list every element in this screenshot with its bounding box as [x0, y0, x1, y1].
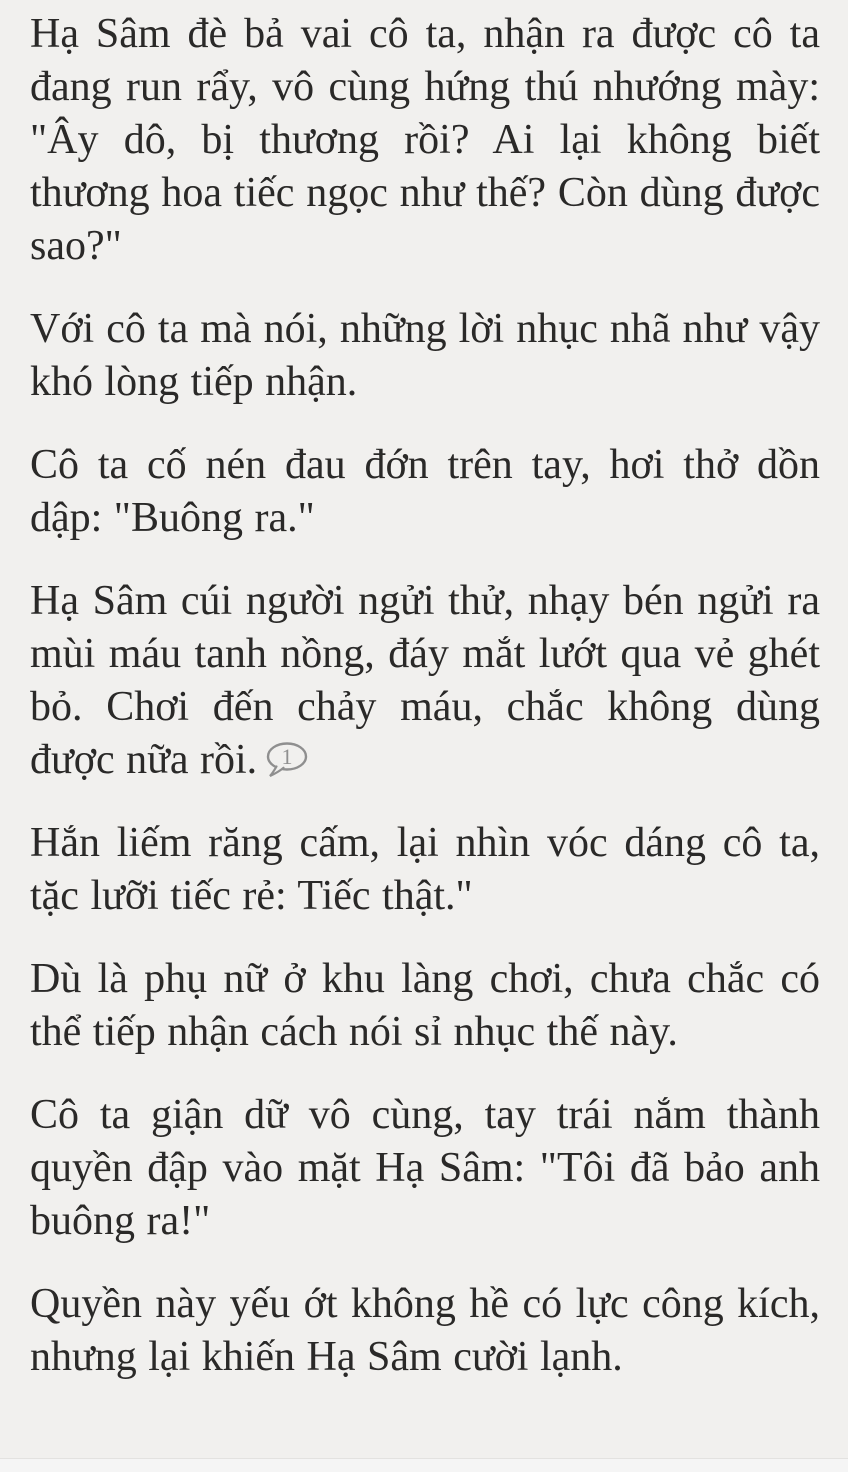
paragraph: Hạ Sâm đè bả vai cô ta, nhận ra được cô ta đang run rẩy, vô cùng hứng thú nhướng mày: "Ây dô, bị thương rồi? Ai lại không biết thương hoa tiếc ngọc như thế? Còn dùng được sao?" [30, 11, 820, 269]
paragraph: Quyền này yếu ớt không hề có lực công kích, nhưng lại khiến Hạ Sâm cười lạnh. [30, 1281, 820, 1380]
paragraph: Cô ta giận dữ vô cùng, tay trái nắm thành quyền đập vào mặt Hạ Sâm: "Tôi đã bảo anh buông ra!" [30, 1092, 820, 1244]
paragraph [30, 575, 820, 787]
paragraph-text: Hạ Sâm cúi người ngửi thử, nhạy bén ngửi ra mùi máu tanh nồng, đáy mắt lướt qua vẻ ghét bỏ. Chơi đến chảy máu, chắc không dùng được nữa rồi. [30, 578, 820, 783]
footnote-bubble-icon[interactable] [263, 741, 309, 779]
bottom-divider-strip [0, 1458, 848, 1472]
paragraph: Cô ta cố nén đau đớn trên tay, hơi thở dồn dập: "Buông ra." [30, 442, 820, 541]
paragraph: Với cô ta mà nói, những lời nhục nhã như vậy khó lòng tiếp nhận. [30, 306, 820, 405]
paragraph: Dù là phụ nữ ở khu làng chơi, chưa chắc có thể tiếp nhận cách nói sỉ nhục thế này. [30, 956, 820, 1055]
footnote-number: 1 [281, 744, 293, 769]
paragraph: Hắn liếm răng cấm, lại nhìn vóc dáng cô ta, tặc lưỡi tiếc rẻ: Tiếc thật." [30, 820, 820, 919]
